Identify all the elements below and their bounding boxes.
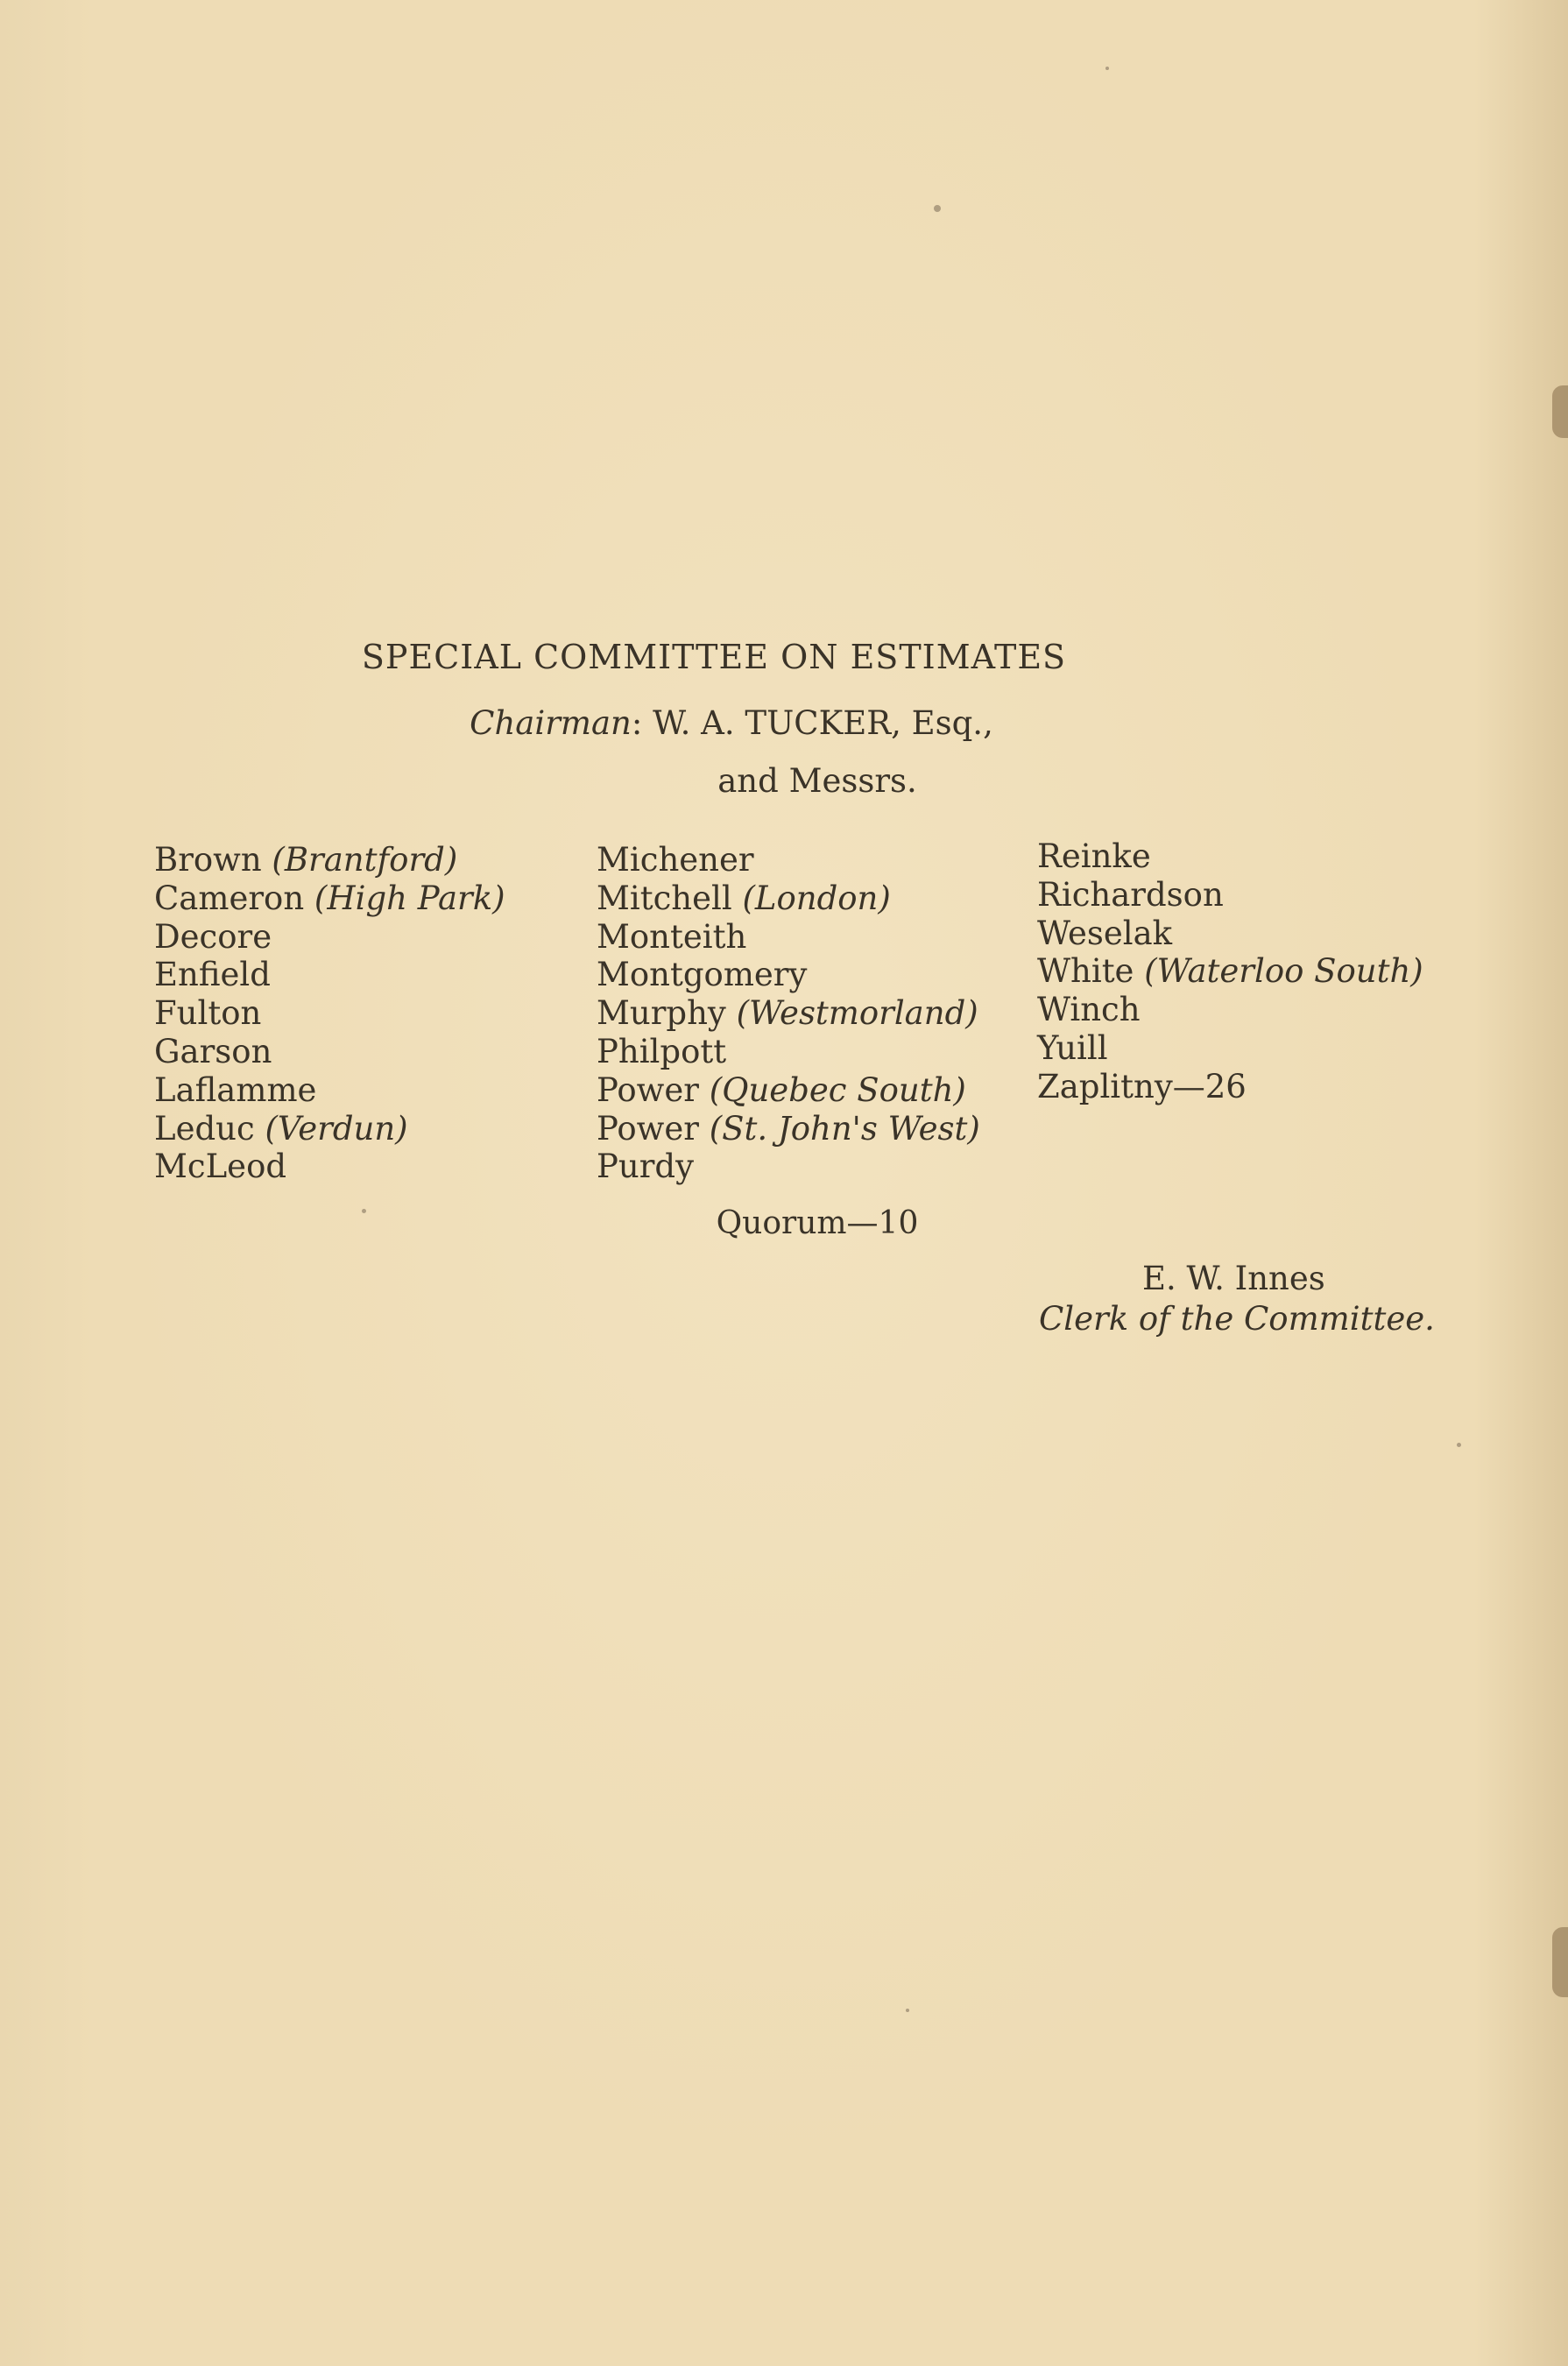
clerk-name: E. W. Innes <box>1142 1260 1325 1297</box>
chairman-label: Chairman <box>470 704 632 742</box>
members-column-1 <box>154 841 505 1186</box>
member-entry <box>597 1110 980 1148</box>
binding-mark <box>1552 1927 1568 1997</box>
member-entry <box>154 956 505 994</box>
binding-mark <box>1552 385 1568 438</box>
member-riding: (St. John's West) <box>709 1109 980 1148</box>
member-name: Power <box>597 1109 699 1148</box>
member-entry <box>597 879 980 918</box>
clerk-signature-block <box>1039 1259 1435 1339</box>
paper-speck <box>1105 67 1109 70</box>
member-name: Laflamme <box>154 1070 317 1109</box>
member-name: Michener <box>597 841 754 879</box>
member-riding: (High Park) <box>314 879 505 917</box>
member-name: Leduc <box>154 1109 255 1148</box>
member-name: Decore <box>154 917 272 956</box>
member-name: Reinke <box>1037 837 1151 875</box>
member-entry <box>154 918 505 957</box>
member-name: Mitchell <box>597 879 732 917</box>
quorum-line: Quorum—10 <box>716 1205 919 1241</box>
chairman-line <box>0 704 1515 742</box>
member-entry <box>1037 1068 1423 1106</box>
clerk-title: Clerk of the Committee. <box>1039 1300 1435 1338</box>
member-entry <box>597 994 980 1033</box>
member-entry <box>154 1033 505 1071</box>
paper-speck <box>1457 1443 1461 1447</box>
member-name: Montgomery <box>597 956 808 994</box>
chairman-name: W. A. TUCKER, Esq., <box>653 704 993 742</box>
member-entry <box>597 841 980 879</box>
member-name: Weselak <box>1037 914 1173 952</box>
member-name: Philpott <box>597 1032 727 1070</box>
member-entry <box>597 956 980 994</box>
and-messrs: and Messrs. <box>717 762 917 800</box>
member-name: McLeod <box>154 1148 287 1186</box>
member-name: Power <box>597 1070 699 1109</box>
member-entry <box>1037 915 1423 953</box>
member-entry <box>154 1110 505 1148</box>
members-column-3 <box>1037 837 1423 1106</box>
member-entry <box>154 841 505 879</box>
member-entry <box>1037 991 1423 1029</box>
member-name: Brown <box>154 841 262 879</box>
member-name: Garson <box>154 1032 272 1070</box>
committee-title: SPECIAL COMMITTEE ON ESTIMATES <box>361 638 1067 676</box>
member-entry <box>1037 952 1423 991</box>
member-name: Fulton <box>154 994 262 1033</box>
paper-speck <box>906 2009 909 2012</box>
member-entry <box>597 1148 980 1186</box>
member-riding: (London) <box>742 879 891 917</box>
member-entry <box>597 918 980 957</box>
member-name: Cameron <box>154 879 305 917</box>
member-name: Zaplitny—26 <box>1037 1067 1247 1105</box>
member-name: Enfield <box>154 956 271 994</box>
member-riding: (Brantford) <box>272 841 458 879</box>
member-entry <box>154 1071 505 1110</box>
member-riding: (Quebec South) <box>709 1070 966 1109</box>
member-entry <box>154 879 505 918</box>
member-entry <box>1037 876 1423 915</box>
paper-speck <box>934 205 941 212</box>
chairman-colon: : <box>631 704 653 742</box>
member-name: Yuill <box>1037 1028 1108 1067</box>
member-riding: (Westmorland) <box>736 994 978 1033</box>
member-name: Monteith <box>597 917 747 956</box>
member-entry <box>1037 837 1423 876</box>
member-riding: (Verdun) <box>265 1109 408 1148</box>
member-name: Purdy <box>597 1148 694 1186</box>
member-riding: (Waterloo South) <box>1144 952 1423 991</box>
member-entry <box>154 994 505 1033</box>
member-name: Winch <box>1037 991 1141 1029</box>
member-name: White <box>1037 952 1134 991</box>
member-entry <box>597 1033 980 1071</box>
member-entry <box>1037 1029 1423 1068</box>
members-column-2 <box>597 841 980 1186</box>
member-name: Murphy <box>597 994 726 1033</box>
member-name: Richardson <box>1037 875 1224 914</box>
member-entry <box>154 1148 505 1186</box>
member-entry <box>597 1071 980 1110</box>
